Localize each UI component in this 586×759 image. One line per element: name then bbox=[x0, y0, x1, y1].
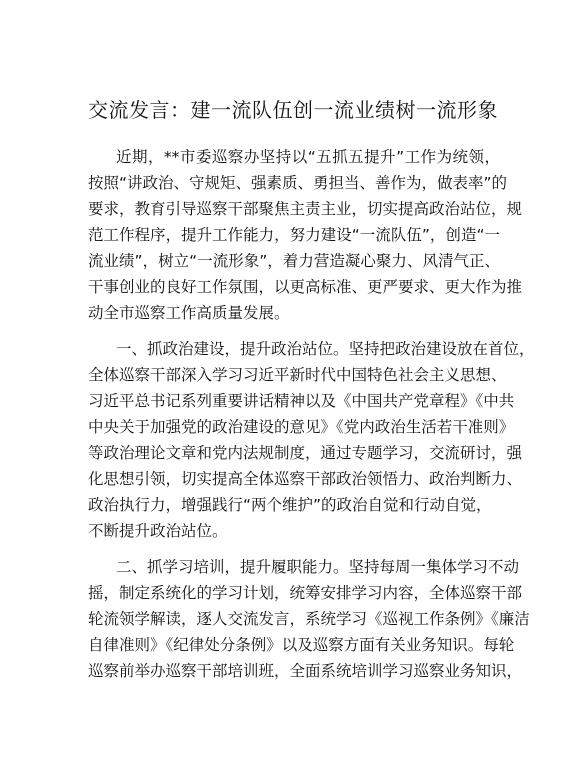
document-title: 交流发言：建一流队伍创一流业绩树一流形象 bbox=[88, 98, 498, 122]
paragraph-line: 一、抓政治建设，提升政治站位。坚持把政治建设放在首位， bbox=[116, 340, 535, 358]
paragraph-line: 摇，制定系统化的学习计划，统筹安排学习内容，全体巡察干部 bbox=[88, 584, 523, 602]
paragraph-line: 等政治理论文章和党内法规制度，通过专题学习，交流研讨，强 bbox=[88, 444, 523, 462]
paragraph-line: 政治执行力，增强践行“两个维护”的政治自觉和行动自觉， bbox=[88, 496, 492, 514]
paragraph-line: 自律准则》《纪律处分条例》以及巡察方面有关业务知识。每轮 bbox=[88, 636, 515, 654]
paragraph-line: 干事创业的良好工作氛围，以更高标准、更严要求、更大作为推 bbox=[88, 278, 523, 296]
paragraph-line: 动全市巡察工作高质量发展。 bbox=[88, 304, 290, 322]
paragraph-line: 范工作程序，提升工作能力，努力建设“一流队伍”，创造“一 bbox=[88, 226, 500, 244]
paragraph-line: 全体巡察干部深入学习习近平新时代中国特色社会主义思想、 bbox=[88, 366, 507, 384]
paragraph-line: 二、抓学习培训，提升履职能力。坚持每周一集体学习不动 bbox=[116, 558, 520, 576]
paragraph-line: 中央关于加强党的政治建设的意见》《党内政治生活若干准则》 bbox=[88, 418, 515, 436]
paragraph-line: 化思想引领，切实提高全体巡察干部政治领悟力、政治判断力、 bbox=[88, 470, 523, 488]
paragraph-line: 不断提升政治站位。 bbox=[88, 522, 228, 540]
paragraph-line: 近期，**市委巡察办坚持以“五抓五提升”工作为统领， bbox=[116, 148, 500, 166]
paragraph-line: 轮流领学解读，逐人交流发言，系统学习《巡视工作条例》《廉洁 bbox=[88, 610, 530, 628]
paragraph-line: 习近平总书记系列重要讲话精神以及《中国共产党章程》《中共 bbox=[88, 392, 515, 410]
paragraph-line: 巡察前举办巡察干部培训班，全面系统培训学习巡察业务知识， bbox=[88, 662, 523, 680]
paragraph-line: 按照“讲政治、守规矩、强素质、勇担当、善作为，做表率”的 bbox=[88, 174, 508, 192]
paragraph-line: 要求，教育引导巡察干部聚焦主责主业，切实提高政治站位，规 bbox=[88, 200, 523, 218]
paragraph-line: 流业绩”，树立“一流形象”，着力营造凝心聚力、风清气正、 bbox=[88, 252, 500, 270]
